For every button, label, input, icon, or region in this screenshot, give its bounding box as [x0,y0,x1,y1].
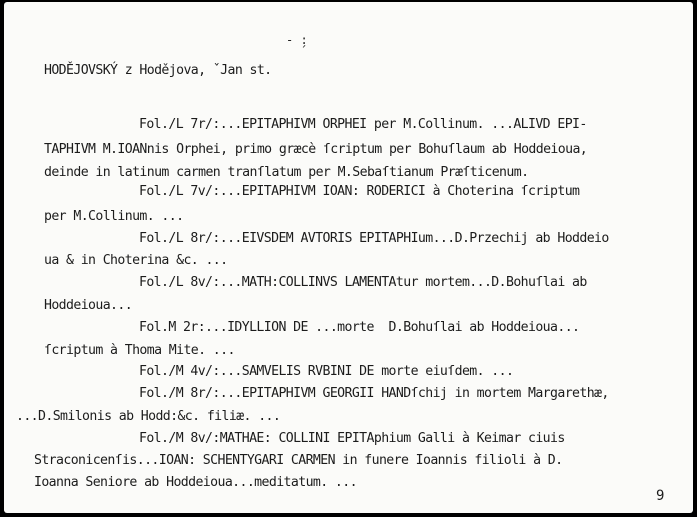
entry-line: Fol./L 7v/:...EPITAPHIVM IOAN: RODERICI à Choterina ſcriptum [139,184,580,199]
catalog-card [4,2,693,513]
entry-line: Fol./M 8r/:...EPITAPHIVM GEORGII HANDſchij in mortem Margarethæ, [139,386,609,401]
entry-line: Fol./M 8v/:MATHAE: COLLINI EPITAphium Galli à Keimar ciuis [139,431,565,446]
entry-line: ſcriptum à Thoma Mite. ... [44,343,235,358]
entry-line: ...D.Smilonis ab Hodd:&c. filiæ. ... [16,409,281,424]
entry-line: Hoddeioua... [44,298,133,313]
entry-line: ua & in Choterina &c. ... [44,253,228,268]
entry-line: Fol./L 7r/:...EPITAPHIVM ORPHEI per M.Collinum. ...ALIVD EPI- [139,117,587,132]
entry-line: Fol./M 4v/:...SAMVELIS RVBINI DE morte eiuſdem. ... [139,364,514,379]
card-mark: - ̗: [286,33,308,47]
entry-line: TAPHIVM M.IOANnis Orphei, primo græcè ſcriptum per Bohuſlaum ab Hoddeioua, [44,142,588,157]
entry-line: Straconicenſis...IOAN: SCHENTYGARI CARMEN in funere Ioannis filioli à D. [34,453,563,468]
card-heading: HODĚJOVSKÝ z Hodějova, ˇJan st. [44,63,272,78]
entry-line: Ioanna Seniore ab Hoddeioua...meditatum. ... [34,475,357,490]
entry-line: per M.Collinum. ... [44,209,184,224]
entry-line: Fol.M 2r:...IDYLLION DE ...morte D.Bohuſlai ab Hoddeioua... [139,320,580,335]
entry-line: deinde in latinum carmen tranſlatum per M.Sebaſtianum Præſticenum. [44,165,529,180]
entry-line: Fol./L 8r/:...EIVSDEM AVTORIS EPITAPHIum...D.Przechij ab Hoddeio [139,231,609,246]
entry-line: Fol./L 8v/:...MATH:COLLINVS LAMENTAtur mortem...D.Bohuſlai ab [139,275,587,290]
page-number: 9 [656,488,665,504]
